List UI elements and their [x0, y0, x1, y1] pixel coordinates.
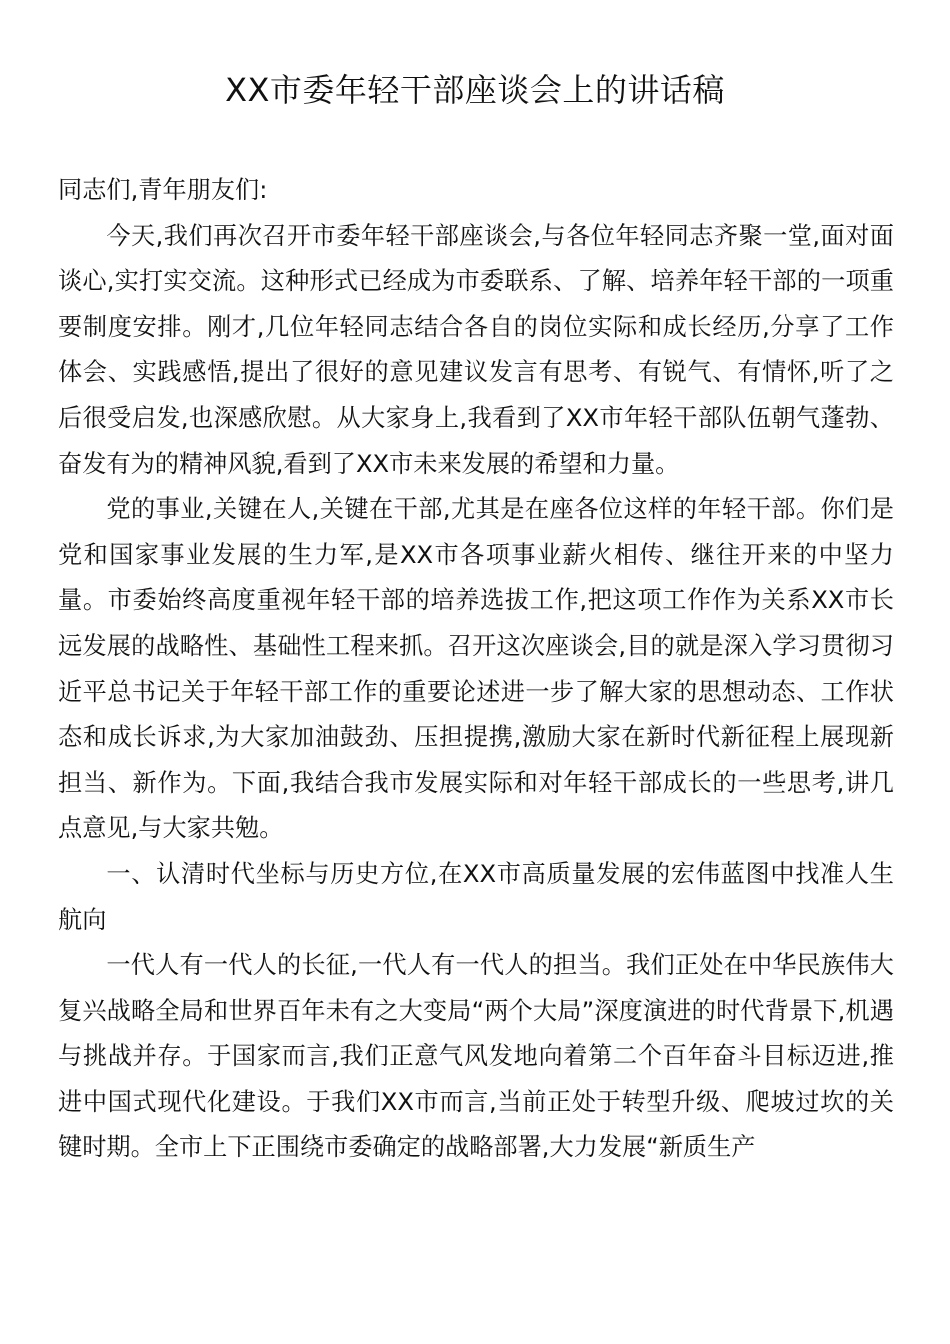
paragraph-purpose: 党的事业,关键在人,关键在干部,尤其是在座各位这样的年轻干部。你们是党和国家事业发展的生力军,是XX市各项事业薪火相传、继往开来的中坚力量。市委始终高度重视年轻干部的培养选拔工作,把这项工作作为关系XX市长远发展的战略性、基础性工程来抓。召开这次座谈会,目的就是深入学习贯彻习近平总书记关于年轻干部工作的重要论述进一步了解大家的思想动态、工作状态和成长诉求,为大家加油鼓劲、压担提携,激励大家在新时代新征程上展现新担当、新作为。下面,我结合我市发展实际和对年轻干部成长的一些思考,讲几点意见,与大家共勉。	[58, 495, 894, 843]
salutation: 同志们,青年朋友们:	[58, 176, 268, 204]
paragraph-opening: 今天,我们再次召开市委年轻干部座谈会,与各位年轻同志齐聚一堂,面对面谈心,实打实交流。这种形式已经成为市委联系、了解、培养年轻干部的一项重要制度安排。刚才,几位年轻同志结合各自的岗位实际和成长经历,分享了工作体会、实践感悟,提出了很好的意见建议发言有思考、有锐气、有情怀,听了之后很受启发,也深感欣慰。从大家身上,我看到了XX市年轻干部队伍朝气蓬勃、奋发有为的精神风貌,看到了XX市未来发展的希望和力量。	[58, 221, 894, 478]
document-title: XX市委年轻干部座谈会上的讲话稿	[225, 71, 725, 109]
section-heading-one: 一、认清时代坐标与历史方位,在XX市高质量发展的宏伟蓝图中找准人生航向	[58, 859, 894, 934]
document-body	[58, 168, 894, 1171]
paragraph-era-context: 一代人有一代人的长征,一代人有一代人的担当。我们正处在中华民族伟大复兴战略全局和世界百年未有之大变局“两个大局”深度演进的时代背景下,机遇与挑战并存。于国家而言,我们正意气风发地向着第二个百年奋斗目标迈进,推进中国式现代化建设。于我们XX市而言,当前正处于转型升级、爬坡过坎的关键时期。全市上下正围绕市委确定的战略部署,大力发展“新质生产	[58, 951, 894, 1162]
